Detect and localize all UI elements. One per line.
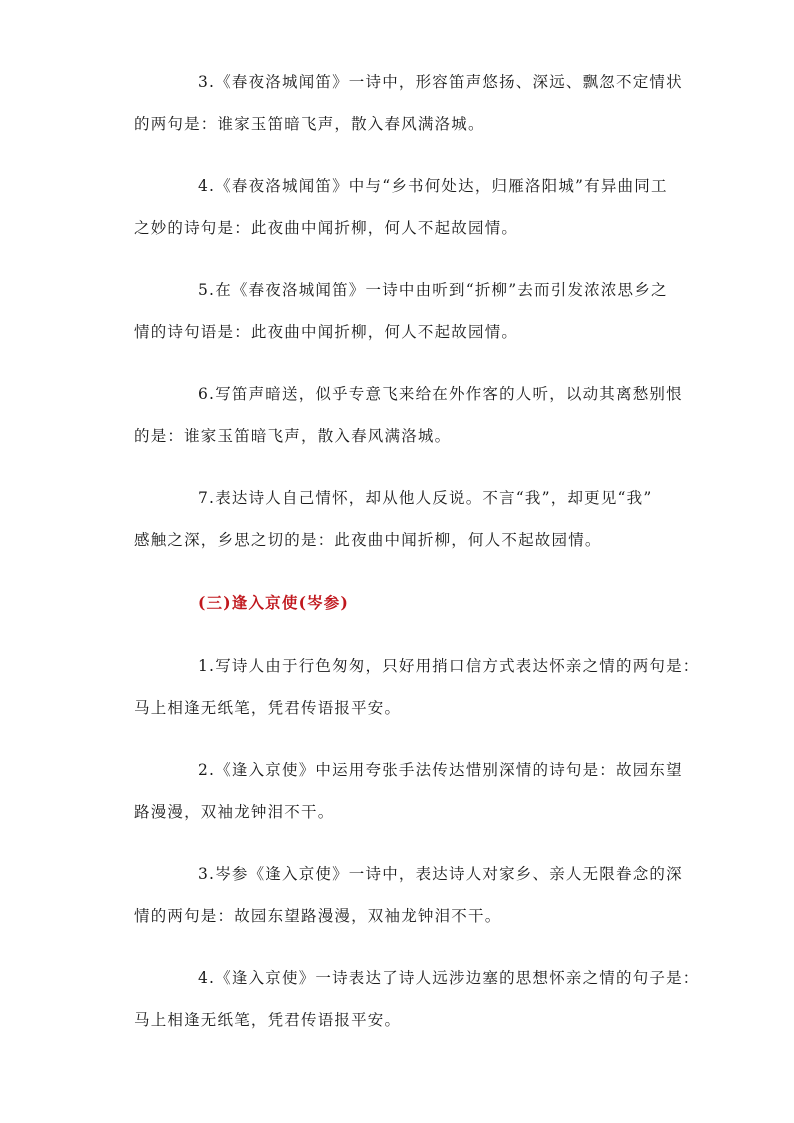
item-4-line-2: 之妙的诗句是：此夜曲中闻折柳，何人不起故园情。 — [134, 219, 519, 237]
item-b1-line-1: 1.写诗人由于行色匆匆，只好用捎口信方式表达怀亲之情的两句是： — [198, 657, 700, 675]
item-6-line-2: 的是：谁家玉笛暗飞声，散入春风满洛城。 — [134, 427, 452, 445]
item-b2-line-2: 路漫漫，双袖龙钟泪不干。 — [134, 803, 335, 821]
item-6-line-1: 6.写笛声暗送，似乎专意飞来给在外作客的人听，以动其离愁别恨 — [198, 385, 683, 403]
item-5-line-2: 情的诗句语是：此夜曲中闻折柳，何人不起故园情。 — [134, 323, 519, 341]
item-b3-line-2: 情的两句是：故园东望路漫漫，双袖龙钟泪不干。 — [134, 907, 502, 925]
item-5-line-1: 5.在《春夜洛城闻笛》一诗中由听到“折柳”去而引发浓浓思乡之 — [198, 281, 668, 299]
item-b2-line-1: 2.《逢入京使》中运用夸张手法传达惜别深情的诗句是：故园东望 — [198, 761, 683, 779]
item-b4-line-2: 马上相逢无纸笔，凭君传语报平安。 — [134, 1011, 402, 1029]
item-3-line-1: 3.《春夜洛城闻笛》一诗中，形容笛声悠扬、深远、飘忽不定情状 — [198, 73, 683, 91]
item-7-line-1: 7.表达诗人自己情怀，却从他人反说。不言“我”，却更见“我” — [198, 489, 653, 507]
item-b3-line-1: 3.岑参《逢入京使》一诗中，表达诗人对家乡、亲人无限眷念的深 — [198, 865, 683, 883]
item-7-line-2: 感触之深，乡思之切的是：此夜曲中闻折柳，何人不起故园情。 — [134, 531, 602, 549]
item-b1-line-2: 马上相逢无纸笔，凭君传语报平安。 — [134, 699, 402, 717]
item-4-line-1: 4.《春夜洛城闻笛》中与“乡书何处达，归雁洛阳城”有异曲同工 — [198, 177, 668, 195]
section-heading: (三)逢入京使(岑参) — [198, 593, 350, 612]
item-3-line-2: 的两句是：谁家玉笛暗飞声，散入春风满洛城。 — [134, 115, 485, 133]
item-b4-line-1: 4.《逢入京使》一诗表达了诗人远涉边塞的思想怀亲之情的句子是： — [198, 969, 700, 987]
